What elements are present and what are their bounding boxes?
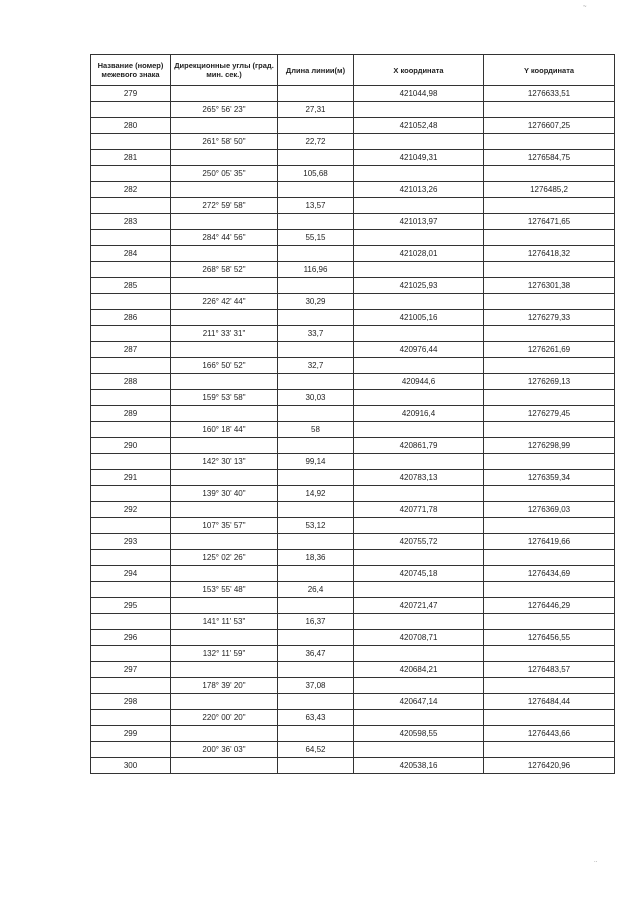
header-length: Длина линии(м) <box>278 55 354 86</box>
line-length: 105,68 <box>278 166 354 182</box>
direction-angle: 142° 30' 13" <box>171 454 278 470</box>
direction-angle: 284° 44' 56" <box>171 230 278 246</box>
empty-cell <box>484 742 615 758</box>
point-name: 297 <box>91 662 171 678</box>
empty-cell <box>354 102 484 118</box>
point-row <box>91 534 615 550</box>
empty-cell <box>91 710 171 726</box>
empty-cell <box>91 102 171 118</box>
empty-cell <box>278 726 354 742</box>
direction-angle: 261° 58' 50" <box>171 134 278 150</box>
empty-cell <box>354 422 484 438</box>
empty-cell <box>278 214 354 230</box>
empty-cell <box>278 86 354 102</box>
empty-cell <box>484 518 615 534</box>
line-length: 99,14 <box>278 454 354 470</box>
line-length: 32,7 <box>278 358 354 374</box>
empty-cell <box>278 662 354 678</box>
empty-cell <box>484 422 615 438</box>
empty-cell <box>278 118 354 134</box>
point-row <box>91 214 615 230</box>
empty-cell <box>278 342 354 358</box>
line-length: 22,72 <box>278 134 354 150</box>
direction-angle: 107° 35' 57" <box>171 518 278 534</box>
header-name: Название (номер) межевого знака <box>91 55 171 86</box>
empty-cell <box>484 390 615 406</box>
empty-cell <box>171 438 278 454</box>
line-length: 116,96 <box>278 262 354 278</box>
empty-cell <box>171 182 278 198</box>
y-coordinate: 1276298,99 <box>484 438 615 454</box>
empty-cell <box>278 278 354 294</box>
empty-cell <box>354 262 484 278</box>
line-length: 30,29 <box>278 294 354 310</box>
point-name: 291 <box>91 470 171 486</box>
empty-cell <box>484 486 615 502</box>
x-coordinate: 420708,71 <box>354 630 484 646</box>
y-coordinate: 1276359,34 <box>484 470 615 486</box>
y-coordinate: 1276443,66 <box>484 726 615 742</box>
y-coordinate: 1276279,33 <box>484 310 615 326</box>
segment-row <box>91 454 615 470</box>
empty-cell <box>354 646 484 662</box>
empty-cell <box>354 742 484 758</box>
empty-cell <box>484 294 615 310</box>
empty-cell <box>91 742 171 758</box>
x-coordinate: 420647,14 <box>354 694 484 710</box>
point-name: 287 <box>91 342 171 358</box>
point-name: 298 <box>91 694 171 710</box>
empty-cell <box>278 182 354 198</box>
direction-angle: 153° 55' 48" <box>171 582 278 598</box>
segment-row <box>91 102 615 118</box>
empty-cell <box>91 614 171 630</box>
line-length: 26,4 <box>278 582 354 598</box>
line-length: 33,7 <box>278 326 354 342</box>
direction-angle: 250° 05' 35" <box>171 166 278 182</box>
point-name: 281 <box>91 150 171 166</box>
empty-cell <box>278 598 354 614</box>
empty-cell <box>484 614 615 630</box>
point-row <box>91 694 615 710</box>
empty-cell <box>171 630 278 646</box>
empty-cell <box>91 486 171 502</box>
empty-cell <box>278 150 354 166</box>
empty-cell <box>278 438 354 454</box>
empty-cell <box>91 198 171 214</box>
empty-cell <box>91 582 171 598</box>
point-row <box>91 630 615 646</box>
empty-cell <box>354 198 484 214</box>
point-row <box>91 406 615 422</box>
empty-cell <box>171 118 278 134</box>
empty-cell <box>171 214 278 230</box>
point-name: 284 <box>91 246 171 262</box>
segment-row <box>91 486 615 502</box>
empty-cell <box>91 230 171 246</box>
empty-cell <box>91 454 171 470</box>
empty-cell <box>354 166 484 182</box>
segment-row <box>91 582 615 598</box>
header-y: Y координата <box>484 55 615 86</box>
line-length: 14,92 <box>278 486 354 502</box>
point-row <box>91 758 615 774</box>
empty-cell <box>354 486 484 502</box>
table-body <box>91 86 615 774</box>
empty-cell <box>91 646 171 662</box>
empty-cell <box>354 326 484 342</box>
y-coordinate: 1276485,2 <box>484 182 615 198</box>
empty-cell <box>484 102 615 118</box>
segment-row <box>91 646 615 662</box>
empty-cell <box>171 342 278 358</box>
line-length: 27,31 <box>278 102 354 118</box>
y-coordinate: 1276434,69 <box>484 566 615 582</box>
direction-angle: 166° 50' 52" <box>171 358 278 374</box>
point-row <box>91 470 615 486</box>
empty-cell <box>278 406 354 422</box>
segment-row <box>91 390 615 406</box>
x-coordinate: 420745,18 <box>354 566 484 582</box>
empty-cell <box>354 582 484 598</box>
direction-angle: 178° 39' 20" <box>171 678 278 694</box>
direction-angle: 132° 11' 59" <box>171 646 278 662</box>
scan-speck: .. <box>594 858 598 864</box>
x-coordinate: 420916,4 <box>354 406 484 422</box>
point-row <box>91 566 615 582</box>
empty-cell <box>354 614 484 630</box>
y-coordinate: 1276269,13 <box>484 374 615 390</box>
line-length: 37,08 <box>278 678 354 694</box>
direction-angle: 200° 36' 03" <box>171 742 278 758</box>
y-coordinate: 1276418,32 <box>484 246 615 262</box>
point-name: 286 <box>91 310 171 326</box>
x-coordinate: 420721,47 <box>354 598 484 614</box>
point-name: 295 <box>91 598 171 614</box>
empty-cell <box>484 230 615 246</box>
empty-cell <box>171 694 278 710</box>
empty-cell <box>354 518 484 534</box>
empty-cell <box>278 246 354 262</box>
point-name: 292 <box>91 502 171 518</box>
segment-row <box>91 166 615 182</box>
empty-cell <box>484 358 615 374</box>
segment-row <box>91 614 615 630</box>
empty-cell <box>171 566 278 582</box>
empty-cell <box>354 358 484 374</box>
point-name: 280 <box>91 118 171 134</box>
point-name: 294 <box>91 566 171 582</box>
y-coordinate: 1276584,75 <box>484 150 615 166</box>
scan-speck: ~ <box>583 4 587 10</box>
direction-angle: 268° 58' 52" <box>171 262 278 278</box>
direction-angle: 125° 02' 26" <box>171 550 278 566</box>
segment-row <box>91 550 615 566</box>
point-name: 282 <box>91 182 171 198</box>
empty-cell <box>354 390 484 406</box>
y-coordinate: 1276483,57 <box>484 662 615 678</box>
empty-cell <box>278 694 354 710</box>
point-name: 288 <box>91 374 171 390</box>
point-row <box>91 86 615 102</box>
header-direction: Дирекционные углы (град. мин. сек.) <box>171 55 278 86</box>
y-coordinate: 1276471,65 <box>484 214 615 230</box>
y-coordinate: 1276419,66 <box>484 534 615 550</box>
point-row <box>91 374 615 390</box>
x-coordinate: 421052,48 <box>354 118 484 134</box>
point-row <box>91 246 615 262</box>
point-row <box>91 502 615 518</box>
y-coordinate: 1276279,45 <box>484 406 615 422</box>
y-coordinate: 1276261,69 <box>484 342 615 358</box>
segment-row <box>91 294 615 310</box>
point-name: 289 <box>91 406 171 422</box>
point-row <box>91 726 615 742</box>
point-name: 279 <box>91 86 171 102</box>
empty-cell <box>171 374 278 390</box>
line-length: 63,43 <box>278 710 354 726</box>
empty-cell <box>171 598 278 614</box>
x-coordinate: 420771,78 <box>354 502 484 518</box>
line-length: 64,52 <box>278 742 354 758</box>
segment-row <box>91 518 615 534</box>
empty-cell <box>278 566 354 582</box>
point-row <box>91 278 615 294</box>
empty-cell <box>91 390 171 406</box>
empty-cell <box>484 454 615 470</box>
empty-cell <box>354 710 484 726</box>
line-length: 16,37 <box>278 614 354 630</box>
point-name: 296 <box>91 630 171 646</box>
direction-angle: 220° 00' 20" <box>171 710 278 726</box>
empty-cell <box>91 518 171 534</box>
point-name: 293 <box>91 534 171 550</box>
empty-cell <box>91 134 171 150</box>
table-header-row <box>91 55 615 86</box>
empty-cell <box>278 630 354 646</box>
y-coordinate: 1276301,38 <box>484 278 615 294</box>
empty-cell <box>484 134 615 150</box>
line-length: 30,03 <box>278 390 354 406</box>
direction-angle: 211° 33' 31" <box>171 326 278 342</box>
empty-cell <box>278 758 354 774</box>
empty-cell <box>484 582 615 598</box>
point-row <box>91 438 615 454</box>
segment-row <box>91 678 615 694</box>
y-coordinate: 1276607,25 <box>484 118 615 134</box>
point-row <box>91 182 615 198</box>
empty-cell <box>484 646 615 662</box>
point-row <box>91 342 615 358</box>
point-row <box>91 310 615 326</box>
empty-cell <box>171 278 278 294</box>
empty-cell <box>484 710 615 726</box>
x-coordinate: 420755,72 <box>354 534 484 550</box>
empty-cell <box>171 246 278 262</box>
empty-cell <box>354 134 484 150</box>
empty-cell <box>91 326 171 342</box>
empty-cell <box>171 502 278 518</box>
empty-cell <box>354 550 484 566</box>
segment-row <box>91 710 615 726</box>
x-coordinate: 421013,97 <box>354 214 484 230</box>
point-name: 285 <box>91 278 171 294</box>
empty-cell <box>91 678 171 694</box>
empty-cell <box>484 166 615 182</box>
direction-angle: 272° 59' 58" <box>171 198 278 214</box>
segment-row <box>91 422 615 438</box>
direction-angle: 160° 18' 44" <box>171 422 278 438</box>
x-coordinate: 420944,6 <box>354 374 484 390</box>
line-length: 53,12 <box>278 518 354 534</box>
y-coordinate: 1276484,44 <box>484 694 615 710</box>
empty-cell <box>278 502 354 518</box>
line-length: 58 <box>278 422 354 438</box>
empty-cell <box>91 550 171 566</box>
empty-cell <box>484 678 615 694</box>
point-name: 299 <box>91 726 171 742</box>
empty-cell <box>91 294 171 310</box>
empty-cell <box>91 262 171 278</box>
empty-cell <box>484 262 615 278</box>
line-length: 36,47 <box>278 646 354 662</box>
empty-cell <box>354 678 484 694</box>
point-name: 290 <box>91 438 171 454</box>
direction-angle: 159° 53' 58" <box>171 390 278 406</box>
segment-row <box>91 358 615 374</box>
segment-row <box>91 198 615 214</box>
x-coordinate: 420538,16 <box>354 758 484 774</box>
empty-cell <box>484 198 615 214</box>
x-coordinate: 421005,16 <box>354 310 484 326</box>
empty-cell <box>278 470 354 486</box>
empty-cell <box>171 534 278 550</box>
point-row <box>91 662 615 678</box>
empty-cell <box>354 454 484 470</box>
empty-cell <box>171 86 278 102</box>
boundary-coordinates-table <box>90 54 615 774</box>
empty-cell <box>171 406 278 422</box>
x-coordinate: 421028,01 <box>354 246 484 262</box>
empty-cell <box>484 326 615 342</box>
empty-cell <box>354 230 484 246</box>
point-name: 283 <box>91 214 171 230</box>
empty-cell <box>354 294 484 310</box>
x-coordinate: 420861,79 <box>354 438 484 454</box>
y-coordinate: 1276633,51 <box>484 86 615 102</box>
x-coordinate: 420783,13 <box>354 470 484 486</box>
empty-cell <box>171 726 278 742</box>
direction-angle: 139° 30' 40" <box>171 486 278 502</box>
x-coordinate: 421044,98 <box>354 86 484 102</box>
line-length: 13,57 <box>278 198 354 214</box>
empty-cell <box>278 534 354 550</box>
y-coordinate: 1276446,29 <box>484 598 615 614</box>
empty-cell <box>171 470 278 486</box>
empty-cell <box>171 150 278 166</box>
empty-cell <box>91 422 171 438</box>
segment-row <box>91 326 615 342</box>
x-coordinate: 420976,44 <box>354 342 484 358</box>
line-length: 55,15 <box>278 230 354 246</box>
segment-row <box>91 134 615 150</box>
segment-row <box>91 230 615 246</box>
direction-angle: 226° 42' 44" <box>171 294 278 310</box>
y-coordinate: 1276369,03 <box>484 502 615 518</box>
segment-row <box>91 262 615 278</box>
line-length: 18,36 <box>278 550 354 566</box>
y-coordinate: 1276420,96 <box>484 758 615 774</box>
x-coordinate: 420684,21 <box>354 662 484 678</box>
direction-angle: 141° 11' 53" <box>171 614 278 630</box>
point-row <box>91 150 615 166</box>
empty-cell <box>278 310 354 326</box>
empty-cell <box>171 758 278 774</box>
x-coordinate: 420598,55 <box>354 726 484 742</box>
point-row <box>91 598 615 614</box>
empty-cell <box>91 166 171 182</box>
y-coordinate: 1276456,55 <box>484 630 615 646</box>
segment-row <box>91 742 615 758</box>
direction-angle: 265° 56' 23" <box>171 102 278 118</box>
empty-cell <box>171 662 278 678</box>
header-x: X координата <box>354 55 484 86</box>
x-coordinate: 421025,93 <box>354 278 484 294</box>
empty-cell <box>278 374 354 390</box>
empty-cell <box>171 310 278 326</box>
x-coordinate: 421049,31 <box>354 150 484 166</box>
empty-cell <box>91 358 171 374</box>
point-row <box>91 118 615 134</box>
point-name: 300 <box>91 758 171 774</box>
x-coordinate: 421013,26 <box>354 182 484 198</box>
empty-cell <box>484 550 615 566</box>
